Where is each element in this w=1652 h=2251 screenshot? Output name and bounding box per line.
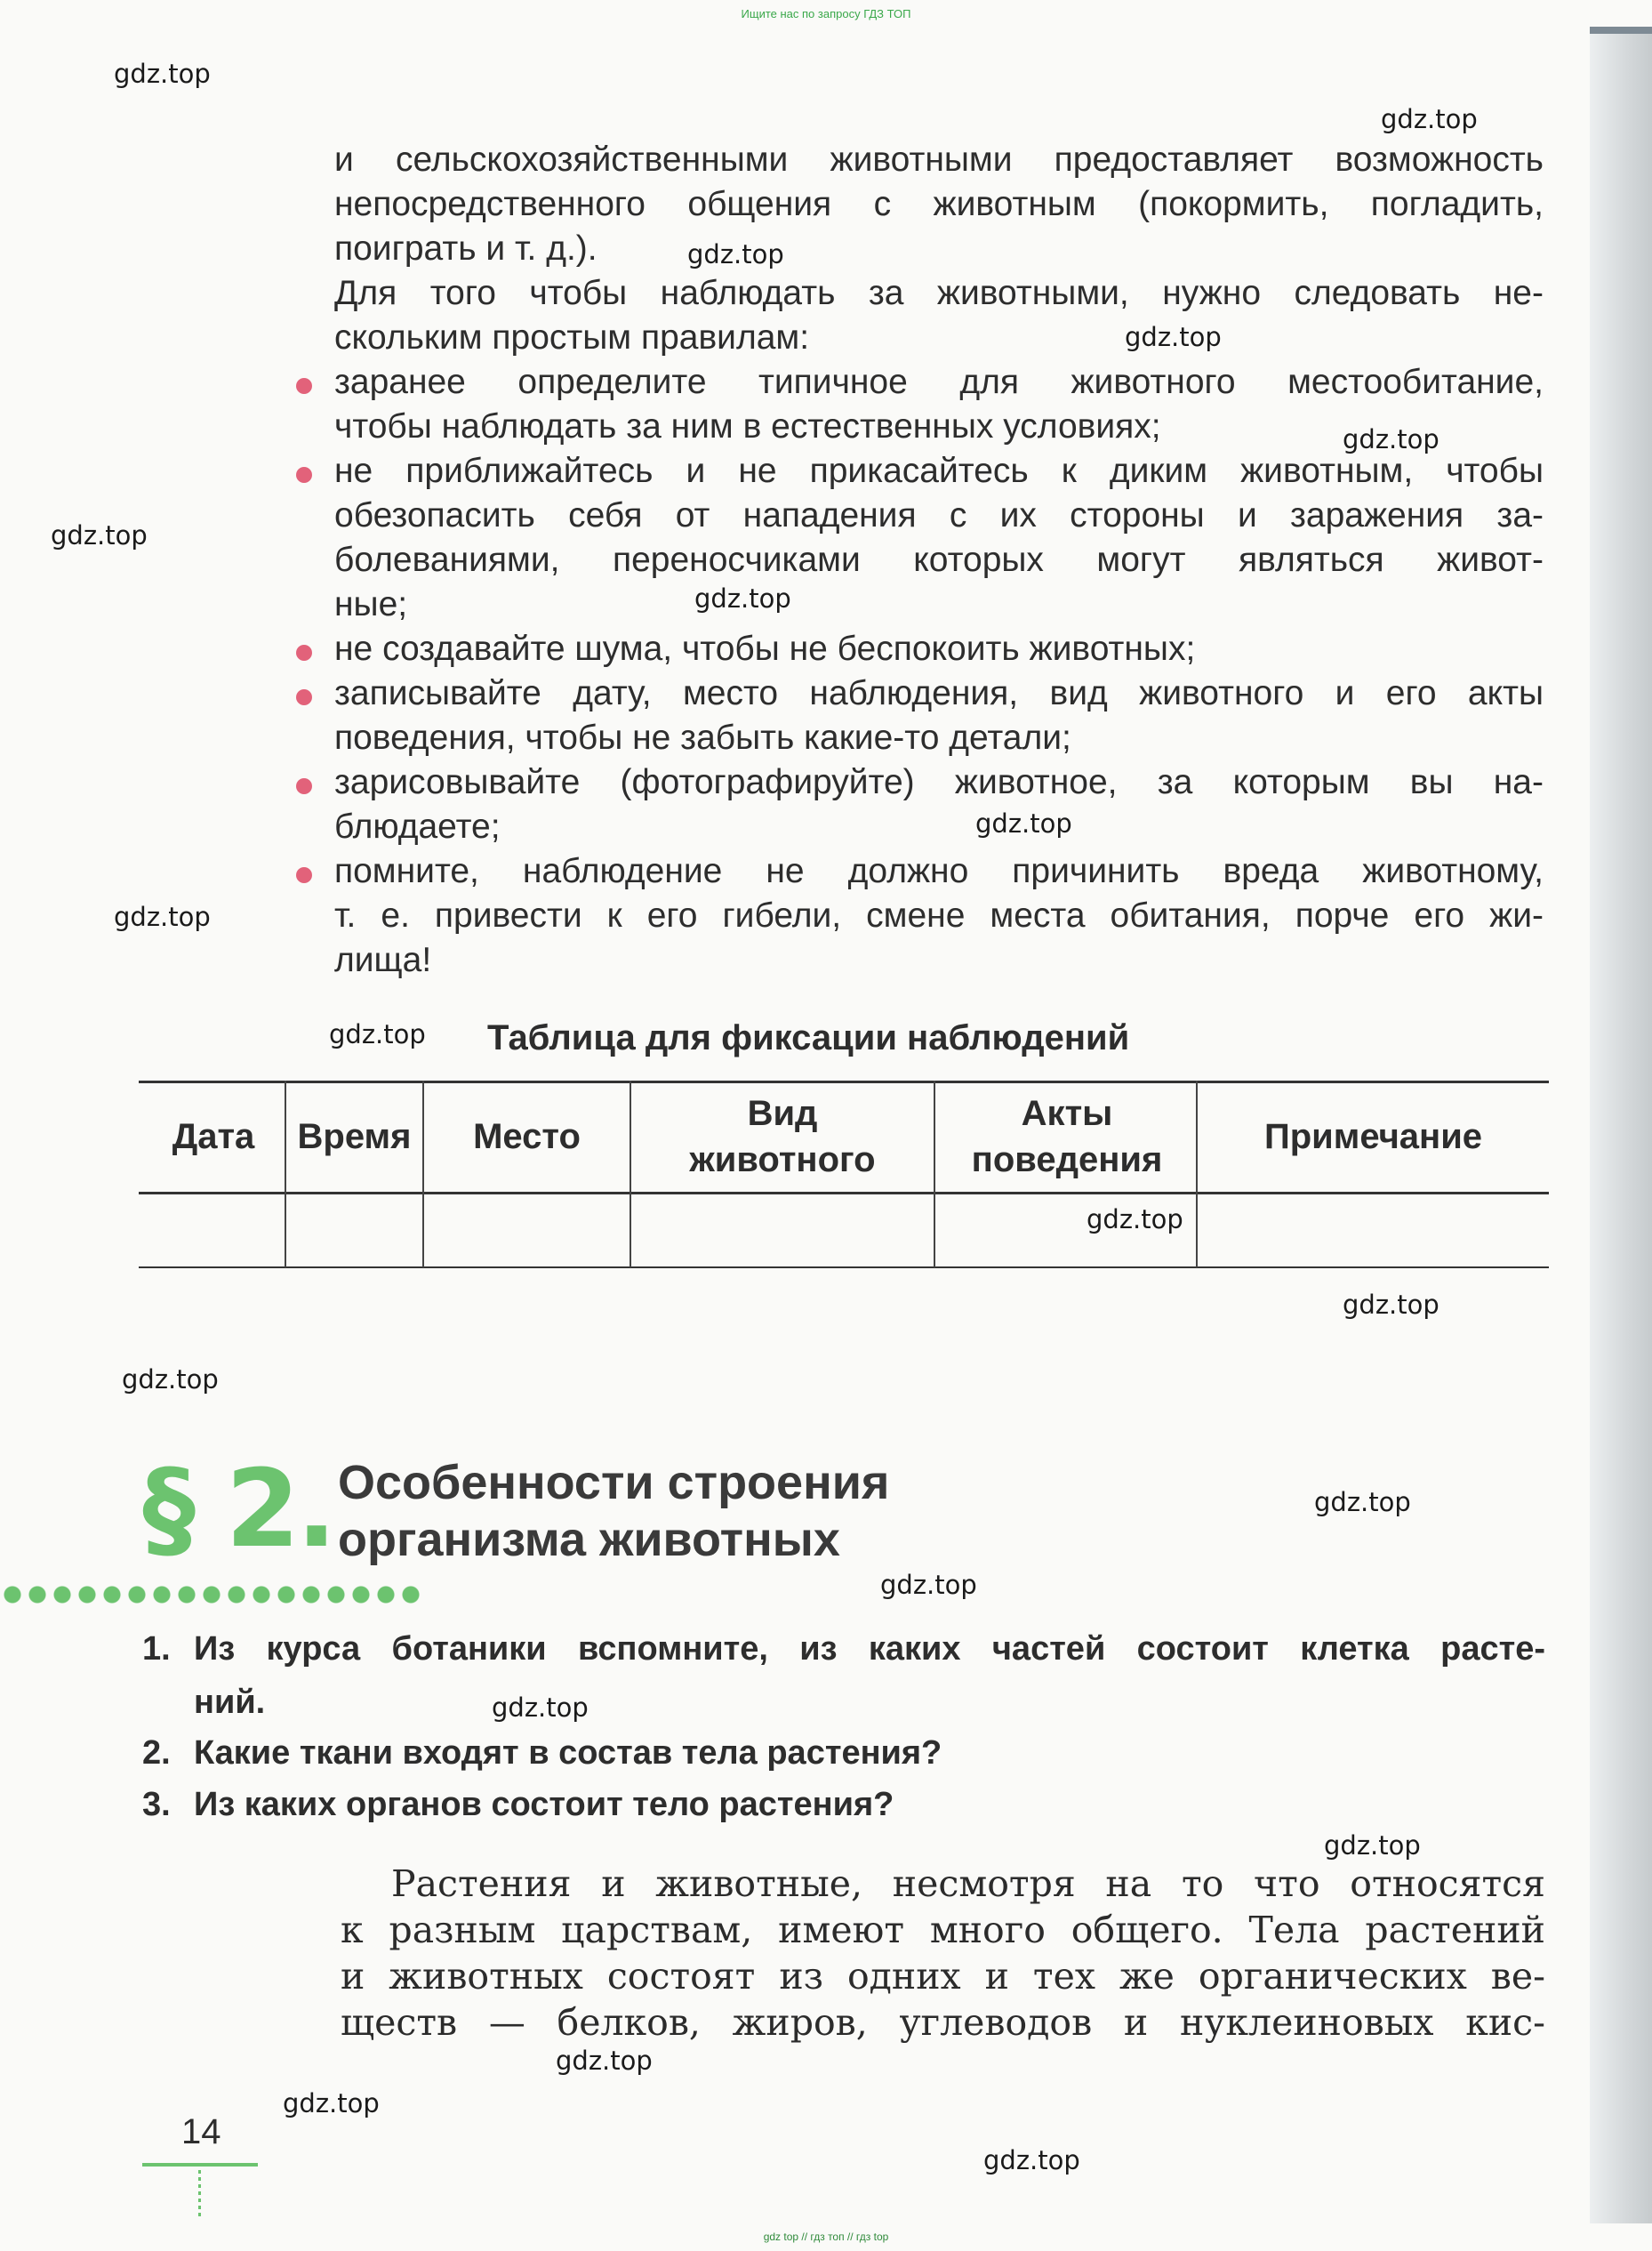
body-line: ществ — белков, жиров, углеводов и нуклеиновых кис- [341, 2001, 1545, 2044]
bullet-line: лища! [334, 941, 432, 979]
table-top-border [139, 1081, 1549, 1083]
page-edge-bar [1590, 27, 1652, 34]
top-banner: Ищите нас по запросу ГДЗ ТОП [741, 7, 911, 20]
paragraph-line: непосредственного общения с животным (покормить, погладить, [334, 185, 1544, 223]
bullet-line: ные; [334, 585, 408, 623]
watermark: gdz.top [1314, 1487, 1411, 1517]
bullet-line: помните, наблюдение не должно причинить вреда животному, [334, 852, 1544, 890]
watermark: gdz.top [556, 2046, 653, 2076]
section-title-line: Особенности строения [338, 1456, 890, 1509]
section-title [338, 1454, 889, 1568]
watermark: gdz.top [1324, 1830, 1421, 1861]
bullet-line: обезопасить себя от нападения с их стороны и заражения за- [334, 496, 1544, 535]
page-number-underline [142, 2163, 258, 2167]
bullet-line: не создавайте шума, чтобы не беспокоить животных; [334, 630, 1196, 668]
bullet-dot [296, 467, 312, 483]
bullet-line: болеваниями, переносчиками которых могут являться живот- [334, 541, 1544, 579]
bullet-dot [296, 378, 312, 394]
question-number: 3. [142, 1786, 171, 1823]
table-header-cell: Место [473, 1117, 581, 1156]
paragraph-line: скольким простым правилам: [334, 318, 810, 357]
table-column-divider [422, 1081, 424, 1267]
watermark: gdz.top [492, 1692, 589, 1723]
watermark: gdz.top [1343, 1290, 1439, 1320]
watermark: gdz.top [880, 1570, 977, 1600]
table-title: Таблица для фиксации наблюдений [487, 1018, 1130, 1057]
bullet-line: зарисовывайте (фотографируйте) животное, за которым вы на- [334, 763, 1544, 801]
paragraph-line: и сельскохозяйственными животными предоставляет возможность [334, 141, 1544, 179]
bullet-line: записывайте дату, место наблюдения, вид животного и его акты [334, 674, 1544, 712]
question-text: Из курса ботаники вспомните, из каких частей состоит клетка расте- [194, 1630, 1545, 1668]
page-edge-shadow [1590, 27, 1652, 2223]
bullet-line: не приближайтесь и не прикасайтесь к диким животным, чтобы [334, 452, 1544, 490]
table-header-cell: Акты поведения [971, 1094, 1163, 1179]
paragraph-line: поиграть и т. д.). [334, 229, 597, 268]
bullet-line: заранее определите типичное для животного местообитание, [334, 363, 1544, 401]
watermark: gdz.top [687, 239, 784, 269]
watermark: gdz.top [122, 1364, 219, 1395]
body-line: и животных состоят из одних и тех же органических ве- [341, 1955, 1545, 1998]
paragraph-line: Для того чтобы наблюдать за животными, нужно следовать не- [334, 274, 1544, 312]
watermark: gdz.top [1087, 1204, 1183, 1234]
table-bottom-border [139, 1266, 1549, 1268]
table-column-divider [934, 1081, 935, 1267]
section-title-line: организма животных [338, 1513, 840, 1566]
table-header-cell: Примечание [1263, 1117, 1483, 1156]
watermark: gdz.top [1381, 104, 1478, 134]
body-line: к разным царствам, имеют много общего. Тела растений [341, 1909, 1545, 1951]
watermark: gdz.top [51, 520, 148, 551]
bullet-line: т. е. привести к его гибели, смене места обитания, порче его жи- [334, 896, 1544, 935]
page-number: 14 [181, 2112, 221, 2151]
table-column-divider [630, 1081, 631, 1267]
table-header-cell: Время [297, 1117, 412, 1156]
table-header-cell: Вид животного [689, 1094, 876, 1179]
body-line: Растения и животные, несмотря на то что относятся [391, 1862, 1545, 1905]
table-header-border [139, 1192, 1549, 1194]
bottom-banner: gdz top // гдз топ // гдз top [763, 2231, 889, 2243]
watermark: gdz.top [694, 583, 791, 614]
watermark: gdz.top [283, 2088, 380, 2118]
bullet-line: поведения, чтобы не забыть какие-то детали; [334, 719, 1071, 757]
dotted-divider [0, 1585, 427, 1604]
bullet-dot [296, 689, 312, 705]
watermark: gdz.top [329, 1019, 426, 1049]
question-number: 2. [142, 1734, 171, 1772]
bullet-dot [296, 867, 312, 883]
question-number: 1. [142, 1630, 171, 1668]
question-text: ний. [194, 1684, 266, 1721]
page-number-tick [198, 2170, 201, 2219]
table-column-divider [1196, 1081, 1198, 1267]
watermark: gdz.top [1343, 424, 1439, 454]
table-column-divider [285, 1081, 286, 1267]
bullet-dot [296, 778, 312, 794]
question-text: Какие ткани входят в состав тела растения? [194, 1734, 942, 1772]
section-number: § 2. [142, 1448, 333, 1572]
watermark: gdz.top [114, 59, 211, 89]
watermark: gdz.top [983, 2145, 1080, 2175]
watermark: gdz.top [975, 808, 1072, 839]
watermark: gdz.top [114, 902, 211, 932]
table-header-cell: Дата [172, 1117, 255, 1156]
question-text: Из каких органов состоит тело растения? [194, 1786, 894, 1823]
bullet-dot [296, 645, 312, 661]
bullet-line: чтобы наблюдать за ним в естественных условиях; [334, 407, 1161, 446]
bullet-line: блюдаете; [334, 808, 501, 846]
watermark: gdz.top [1125, 322, 1222, 352]
